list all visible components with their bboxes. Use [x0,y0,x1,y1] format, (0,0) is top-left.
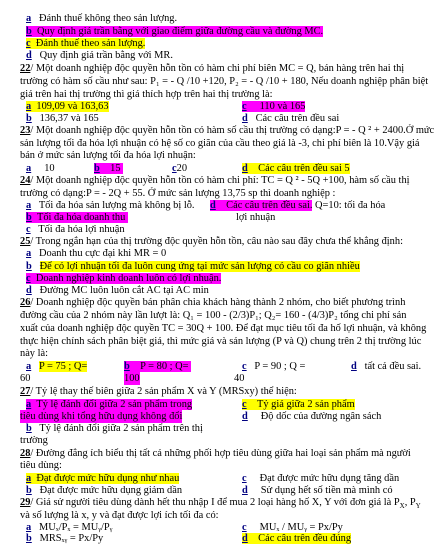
q26-stem-line2: đường cầu của 2 nhóm này lần lượt là: Q₁ = 100 - (2/3)P₁; Q₂= 160 - (4/3)P₂ tổng chi phí sản [20,310,407,321]
option-letter: b [26,485,32,496]
q24-stem-line1 [20,174,410,187]
option-text: MUₓ/Pₓ = MUᵧ/Pᵧ [39,522,113,533]
q22-stem-line1 [20,62,404,75]
option-letter: a [26,13,32,24]
option-letter: a [26,200,32,211]
q22-stem-line3: giá trên hai thị trường thì giá thích hợp trên hai thị trường là: [20,89,273,100]
q23-stem-line2: sản lượng tối đa hóa lợi nhuận có hệ số co giãn của cầu theo giá là -3, chi phí biên là 10.Vậy giá [20,138,420,149]
option-text: P = 75 ; Q= [39,361,88,372]
option-text: Đạt được mức hữu dụng như nhau [36,473,180,484]
option-letter: b [26,113,32,124]
option-text: Đường MC luôn luôn cắt AC tại AC min [39,285,209,296]
option-letter: b [26,533,32,544]
question-number: 23 [20,125,31,136]
option-text: Tối đa hóa lợi nhuận [38,224,125,235]
q26-option-c [242,360,305,373]
question-text: / Một doanh nghiệp độc quyền hỗn tồn có hàm chi phí biên MC = Q, bán hàng trên hai thị [30,63,405,74]
q23-stem-line1 [20,124,434,137]
option-text: Đánh thuế theo sản lượng. [35,38,146,49]
option-text: Để có lợi nhuận tối đa luôn cung ứng tại mức sản lượng có cầu co giãn nhiều [39,261,360,272]
option-text: 136,37 và 165 [39,113,99,124]
option-text: Các câu trên đều sai. [226,200,313,211]
option-letter: b [124,361,130,372]
question-text: / Tỷ lệ thay thế biên giữa 2 sản phẩm X và Y (MRSxy) thể hiện: [30,386,297,397]
q27-option-d [242,410,381,423]
option-letter: d [242,411,248,422]
q27-option-b [26,422,203,435]
q27-option-b-cont: trường [20,435,48,446]
option-letter: a [26,473,32,484]
option-letter: d [351,361,357,372]
option-text: Các câu trên đều đúng [258,533,352,544]
option-text: Sử dụng hết số tiền mà mình có [260,485,393,496]
q24-stem-line2: trường có dạng:P = - 2Q + 55. Ở mức sản lượng 13,75 sp thì doanh nghiệp : [20,188,336,199]
q26-option-d [351,360,421,373]
option-text: MUₓ / MUᵧ = Px/Py [259,522,343,533]
option-letter: a [26,361,32,372]
q21-option-a [26,12,177,25]
q29-option-b [26,532,103,545]
option-text: Các câu trên đều sai 5 [258,163,350,174]
q26-answer-b-q: 100 [124,373,140,384]
q26-stem-line5: này là: [20,348,48,359]
q26-stem-line3: xuất của doanh nghiệp độc quyền TC = 30Q + 100. Để đạt mục tiêu tối đa hố lợi nhuận, và không [20,323,427,334]
option-text: tất cả đều sai. [364,361,422,372]
q28-stem-line2: tiêu dùng: [20,460,62,471]
question-number: 26 [20,297,31,308]
option-letter: c [172,163,177,174]
option-text: 15 [110,163,121,174]
q26-answer-a-q: 60 [20,373,31,384]
question-number: 24 [20,175,31,186]
question-text: / Đường đẳng ích biểu thị tất cả những phối hợp tiêu dùng giữa hai loại sản phẩm mà người [30,448,411,459]
q28-stem-line1 [20,447,411,460]
question-number: 22 [20,63,31,74]
q27-stem-line1 [20,385,297,398]
option-letter: b [26,261,32,272]
question-number: 25 [20,236,31,247]
q26-answer-c-q: 40 [234,373,245,384]
option-letter: c [242,361,247,372]
option-text: MRSₓᵧ = Px/Py [39,533,104,544]
option-letter: b [26,423,32,434]
option-text: Tỷ lệ đánh đổi giữa 2 sản phẩm trên thị [39,423,203,434]
q26-option-a [26,360,87,373]
option-letter: a [26,163,32,174]
q21-option-d [26,49,173,62]
option-letter: c [26,38,31,49]
q29-option-d [242,532,351,545]
q29-stem-line2: và số lượng là x, y và đạt được lợi ích tối đa có: [20,510,219,521]
option-text: Quy định giá trần bằng với MR. [39,50,173,61]
question-text: / Một doanh nghiệp độc quyền hỗn tồn có hàm số cầu thị trường có dạng:P = - Q ² + 2400.Ở mức [30,125,434,136]
option-letter: c [26,224,31,235]
option-letter: c [242,101,247,112]
q27-option-a-cont: tiêu dùng khi tổng hữu dụng không đổi [20,411,183,422]
option-text: Tối đa hóa doanh thu [36,212,126,223]
option-text: Tỷ giá giữa 2 sản phẩm [257,399,355,410]
annotation-note-continued: lợi nhuận [236,212,276,223]
option-text: Tỷ lệ đánh đổi giữa 2 sản phẩm trong [36,399,193,410]
option-text: P = 80 ; Q= [140,361,189,372]
option-text: Tối đa hóa sản lượng mà không bị lỗ. [38,200,195,211]
q29-stem-line1: 29/ Giả sử người tiêu dùng dành hết thu nhập I để mua 2 loại hàng hố X, Y với đơn giá là $P_X$, $P_Y$ [20,497,421,511]
question-number: 28 [20,448,31,459]
option-letter: b [26,26,32,37]
option-letter: d [26,50,32,61]
option-text: Các câu trên đều sai [255,113,340,124]
option-text: 109,09 và 163,63 [36,101,109,112]
option-text: Độ dốc của đường ngân sách [260,411,382,422]
option-letter: b [94,163,100,174]
option-letter: c [242,399,247,410]
option-letter: c [242,522,247,533]
option-letter: c [26,273,31,284]
q26-stem-line1 [20,296,405,309]
q26-stem-line4: thực hiện chính sách phân biệt giá, thì mức giá và sản lượng (P và Q) chung trên 2 thị trường lúc [20,336,422,347]
option-text: 10 [44,163,55,174]
question-text: / Trong ngắn hạn của thị trường độc quyền hỗn tồn, câu nào sau đây chưa thể khẳng định: [30,236,403,247]
question-number: 29 [20,497,31,508]
q23-stem-line3: bán ở mức sản lượng tối đa hóa lợi nhuận: [20,150,196,161]
option-letter: b [26,212,32,223]
option-letter: c [242,473,247,484]
option-text: Quy định giá trần bằng với giao điểm giữa đường cầu và đường MC. [36,26,324,37]
option-text: 20 [176,163,188,174]
option-text: Đạt được mức hữu dụng tăng dần [259,473,400,484]
option-letter: d [242,485,248,496]
option-letter: a [26,399,32,410]
option-letter: a [26,522,32,533]
option-text: P = 90 ; Q = [254,361,306,372]
option-letter: d [242,533,248,544]
q25-option-a [26,247,166,260]
option-text: Doanh thu cực đại khi MR = 0 [39,248,167,259]
annotation-note: Q=10: tối đa hóa [315,200,386,211]
option-text: Doanh nghiệp kinh doanh luôn có lợi nhuận. [35,273,222,284]
option-letter: d [26,285,32,296]
question-text: / Một doanh nghiệp độc quyền hỗn tồn có hàm chi phí: TC = Q ² - 5Q +100, hàm số cầu thị [30,175,410,186]
option-letter: a [26,248,32,259]
option-letter: d [210,200,216,211]
question-text: / Doanh nghiệp độc quyền bán phân chia khách hàng thành 2 nhóm, cho biết phương trình [30,297,406,308]
option-letter: d [242,113,248,124]
q22-stem-line2: trường có hàm số cầu như sau: P₁ = - Q /10 +120, P₂ = - Q /10 + 180, Nếu doanh nghiệp phân biệt [20,76,429,87]
question-text: / Giả sử người tiêu dùng dành hết thu nhập I để mua 2 loại hàng hố X, Y với đơn giá là P [30,497,400,508]
option-text: Đạt được mức hữu dụng giảm dần [39,485,183,496]
option-letter: d [242,163,248,174]
option-text: Đánh thuế không theo sản lượng. [39,13,178,24]
option-text: 110 và 165 [259,101,306,112]
option-letter: a [26,101,32,112]
question-number: 27 [20,386,31,397]
